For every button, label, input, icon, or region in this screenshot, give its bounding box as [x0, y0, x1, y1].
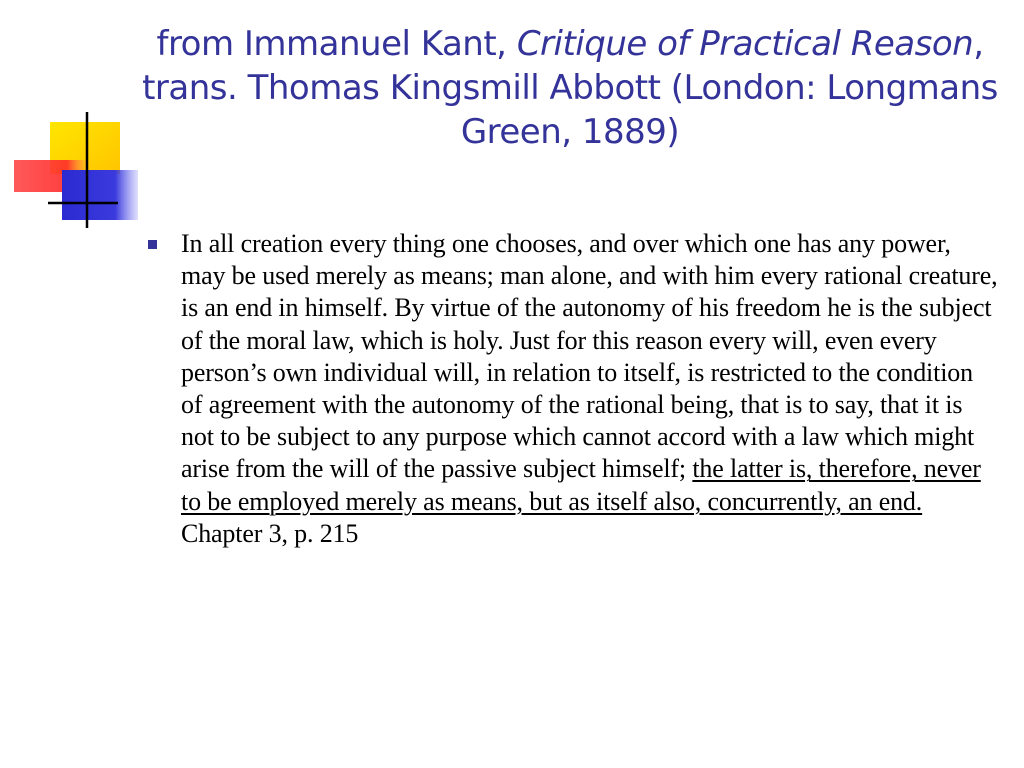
bullet-square-icon — [148, 240, 157, 249]
quote-bullet-item — [140, 228, 1000, 550]
slide-title — [130, 22, 1010, 154]
decorative-logo-icon — [0, 0, 140, 240]
title-prefix: from Immanuel Kant, — [156, 24, 517, 64]
quote-list — [140, 228, 1000, 550]
quote-citation: Chapter 3, p. 215 — [181, 518, 359, 548]
title-work-italic: Critique of Practical Reason — [516, 24, 974, 64]
quote-text: In all creation every thing one chooses, and over which one has any power, may be used merely as means; man alone, and with him every rational creature, is an end in himself. By virtue of the autonomy of his freedom he is the subject of the moral law, which is holy. Just for this reason every will, even every person’s own individual will, in relation to itself, is restricted to the condition of agreement with the autonomy of the rational being, that is to say, that it is not to be subject to any purpose which cannot accord with a law which might arise from the will of the passive subject himself; — [181, 229, 998, 484]
quote-underlined-text: the latter is, therefore, never to be employed merely as means, but as itself also, concurrently, an end. — [181, 454, 981, 516]
title-suffix: , trans. Thomas Kingsmill Abbott (London: Longmans Green, 1889) — [142, 24, 998, 152]
logo-blue-square — [62, 170, 138, 220]
